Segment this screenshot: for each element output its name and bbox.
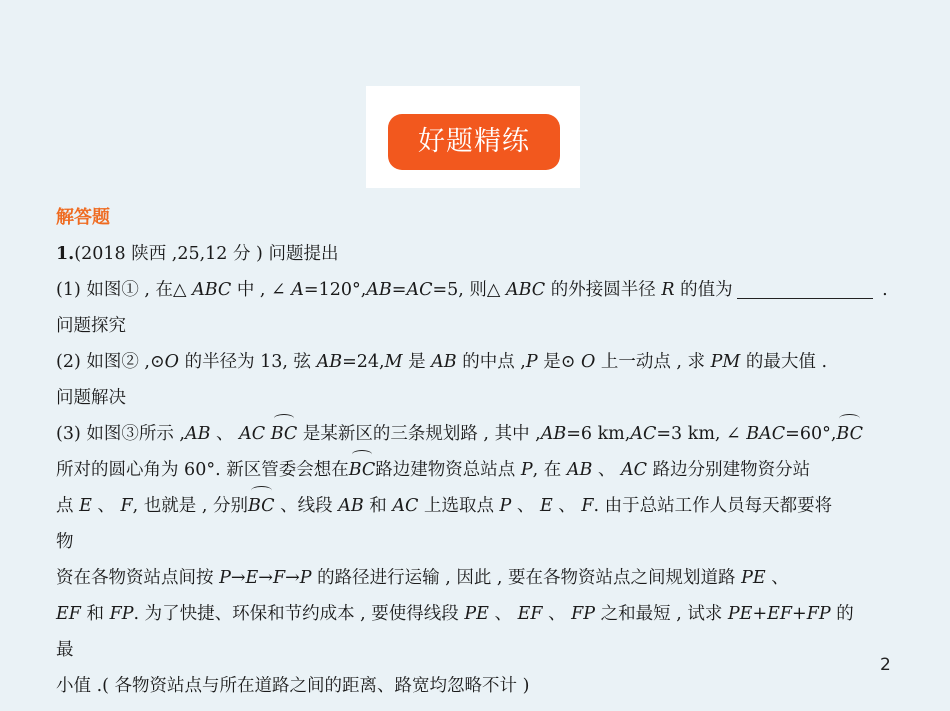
part3-line4: 物 <box>56 532 74 552</box>
part3-line8: 小值 .( 各物资站点与所在道路之间的距离、路宽均忽略不计 ) <box>56 676 530 696</box>
var: EF <box>767 604 793 624</box>
var: AB <box>540 424 567 444</box>
text: , 也就是 , 分别 <box>132 496 248 516</box>
var: O <box>164 352 179 372</box>
text: . <box>876 280 888 300</box>
text: 上一动点 , 求 <box>595 352 711 372</box>
page-number: 2 <box>880 655 891 675</box>
text: 的中点 , <box>456 352 526 372</box>
text: =60°, <box>785 424 837 444</box>
arrow: → <box>285 568 300 588</box>
section-title: 解答题 <box>56 207 110 228</box>
text: . 为了快捷、环保和节约成本 , 要使得线段 <box>133 604 465 624</box>
text: 、 <box>592 460 621 480</box>
text: =120°, <box>303 280 367 300</box>
text: =5, 则△ <box>432 280 506 300</box>
part2-line <box>56 344 906 380</box>
var: F <box>120 496 133 516</box>
var: AC <box>406 280 433 300</box>
var: AC <box>392 496 419 516</box>
text: + <box>792 604 807 624</box>
var: ABC <box>505 280 546 300</box>
text: 、 <box>488 604 518 624</box>
text: (1) 如图① , 在△ <box>56 280 193 300</box>
var: FP <box>806 604 831 624</box>
text: 是⊙ <box>537 352 581 372</box>
problem-number: 1. <box>56 244 75 264</box>
var: P <box>525 352 538 372</box>
var: AB <box>566 460 593 480</box>
var: EF <box>517 604 543 624</box>
heading-solve: 问题解决 <box>56 388 126 408</box>
text: 中 , ∠ <box>231 280 292 300</box>
var: F <box>272 568 286 588</box>
var: EF <box>56 604 81 624</box>
var: AC <box>620 460 648 480</box>
arc-bc: BC <box>271 416 298 452</box>
text: 、 <box>91 496 121 516</box>
heading-explore: 问题探究 <box>56 316 126 336</box>
text: 、 <box>511 496 540 516</box>
text: 、 <box>552 496 582 516</box>
var: ABC <box>192 280 232 300</box>
problem-content <box>56 200 906 704</box>
var: AB <box>316 352 343 372</box>
problem-header <box>56 236 906 272</box>
text: (2) 如图② ,⊙ <box>56 352 165 372</box>
var: P <box>499 496 512 516</box>
part3-line5 <box>56 560 906 596</box>
part3-line3 <box>56 488 906 524</box>
var: P <box>299 568 312 588</box>
var: PE <box>741 568 766 588</box>
text: . 由于总站工作人员每天都要将 <box>593 496 833 516</box>
text: 是某新区的三条规划路 , 其中 , <box>297 424 541 444</box>
part3-line1 <box>56 416 906 452</box>
text: =6 km, <box>566 424 631 444</box>
var: E <box>79 496 92 516</box>
text: =24, <box>342 352 385 372</box>
arc-bc: BC <box>836 416 863 452</box>
var: AB <box>184 424 211 444</box>
text: 、 <box>542 604 572 624</box>
var: BAC <box>746 424 786 444</box>
text: 所对的圆心角为 60°. 新区管委会想在 <box>56 460 349 480</box>
part3-line7: 最 <box>56 640 74 660</box>
answer-blank <box>737 276 873 299</box>
problem-source: (2018 陕西 ,25,12 分 ) 问题提出 <box>74 244 339 264</box>
text: 、 <box>765 568 789 588</box>
var: E <box>245 568 259 588</box>
text: 是 <box>402 352 432 372</box>
var: P <box>520 460 533 480</box>
var: PE <box>464 604 489 624</box>
arc-bc: BC <box>349 452 376 488</box>
var: F <box>581 496 594 516</box>
var: AB <box>431 352 457 372</box>
part1-line <box>56 272 906 308</box>
text: 点 <box>56 496 80 516</box>
text: 的 <box>830 604 854 624</box>
text: 路边建物资总站点 <box>375 460 521 480</box>
var: FP <box>109 604 134 624</box>
var: AB <box>338 496 364 516</box>
var: FP <box>571 604 596 624</box>
title-banner <box>366 86 580 188</box>
text: 上选取点 <box>418 496 500 516</box>
arc-bc: BC <box>248 488 275 524</box>
text: 和 <box>363 496 393 516</box>
text: 的值为 <box>674 280 733 300</box>
var: E <box>539 496 553 516</box>
var: AB <box>366 280 392 300</box>
part3-line2 <box>56 452 906 488</box>
arrow: → <box>258 568 273 588</box>
text: , 在 <box>532 460 567 480</box>
var: AC <box>239 424 266 444</box>
part3-line6 <box>56 596 906 632</box>
var: P <box>219 568 231 588</box>
text: = <box>391 280 407 300</box>
var: O <box>580 352 596 372</box>
var: AC <box>630 424 657 444</box>
var: M <box>384 352 403 372</box>
text: 之和最短 , 试求 <box>595 604 728 624</box>
arrow: → <box>230 568 246 588</box>
text: 的外接圆半径 <box>545 280 662 300</box>
var: A <box>291 280 304 300</box>
text: 的路径进行运输 , 因此 , 要在各物资站点之间规划道路 <box>311 568 742 588</box>
text: (3) 如图③所示 , <box>56 424 185 444</box>
text: 和 <box>80 604 110 624</box>
var: R <box>661 280 675 300</box>
text: 、线段 <box>274 496 339 516</box>
text: 资在各物资站点间按 <box>56 568 220 588</box>
banner-title: 好题精练 <box>388 114 560 170</box>
text: 路边分别建物资分站 <box>647 460 811 480</box>
text: + <box>752 604 768 624</box>
text: 的最大值 . <box>740 352 828 372</box>
text: 的半径为 13, 弦 <box>179 352 317 372</box>
var: PM <box>710 352 741 372</box>
var: PE <box>727 604 753 624</box>
text: 、 <box>210 424 240 444</box>
text: =3 km, ∠ <box>656 424 747 444</box>
